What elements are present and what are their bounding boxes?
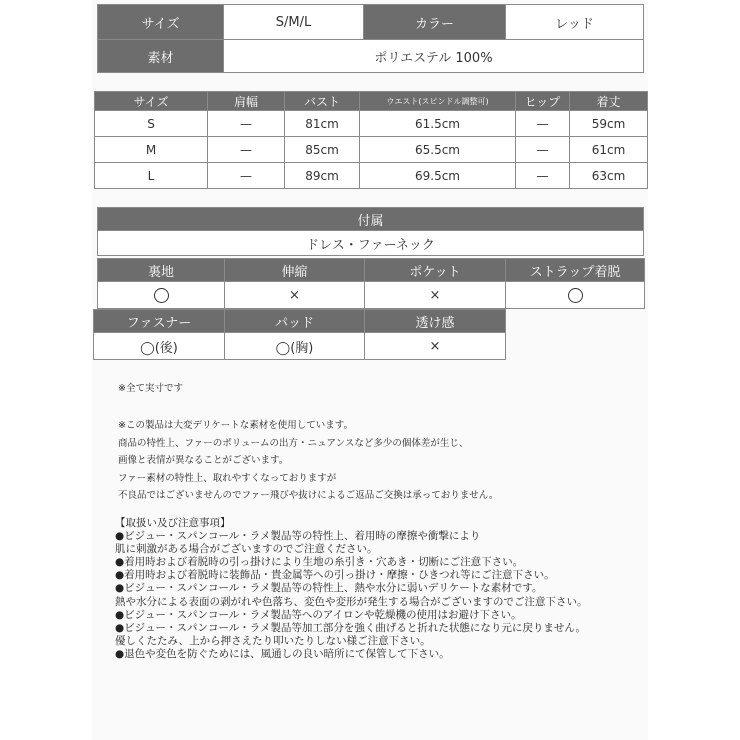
shoulder-cell: — bbox=[208, 137, 285, 163]
care-line: ●退色や変色を防ぐためには、風通しの良い暗所にて保管して下さい。 bbox=[115, 647, 450, 660]
delicate-notes bbox=[118, 417, 498, 505]
color-label: カラー bbox=[364, 5, 506, 40]
lining-value bbox=[98, 282, 225, 309]
hip-cell: — bbox=[516, 137, 570, 163]
color-value: レッド bbox=[506, 5, 644, 40]
features-table-2 bbox=[93, 309, 506, 360]
size-header-bust: バスト bbox=[285, 92, 360, 111]
material-value: ポリエステル 100% bbox=[224, 40, 644, 73]
table-row bbox=[95, 163, 648, 189]
hip-cell: — bbox=[516, 111, 570, 137]
care-line: ●ビジュー・スパンコール・ラメ製品等へのアイロンや乾燥機の使用はお避け下さい。 bbox=[115, 608, 522, 621]
zipper-header: ファスナー bbox=[94, 310, 225, 333]
bust-cell: 89cm bbox=[285, 163, 360, 189]
care-line: ●ビジュー・スパンコール・ラメ製品等の特性上、着用時の摩擦や衝撃により bbox=[115, 530, 481, 543]
care-title: 【取扱い及び注意事項】 bbox=[115, 517, 231, 529]
waist-cell: 61.5cm bbox=[360, 111, 516, 137]
length-cell: 61cm bbox=[570, 137, 648, 163]
accessory-table bbox=[97, 207, 644, 256]
size-header-hip: ヒップ bbox=[516, 92, 570, 111]
accessory-value: ドレス・ファーネック bbox=[98, 231, 644, 256]
actual-size-note: ※全て実寸です bbox=[118, 383, 183, 394]
bust-cell: 81cm bbox=[285, 111, 360, 137]
stretch-header: 伸縮 bbox=[225, 259, 365, 282]
table-row bbox=[95, 137, 648, 163]
spec-table bbox=[97, 4, 644, 73]
shoulder-cell: — bbox=[208, 111, 285, 137]
size-cell: M bbox=[95, 137, 208, 163]
care-line: ●ビジュー・スパンコール・ラメ製品等の特性上、熱や水分に弱いデリケートな素材です。 bbox=[115, 582, 543, 595]
waist-cell: 65.5cm bbox=[360, 137, 516, 163]
size-label: サイズ bbox=[98, 5, 224, 40]
care-instructions bbox=[115, 517, 588, 661]
care-line: 肌に刺激がある場合がございますのでご注意ください。 bbox=[115, 543, 378, 556]
length-cell: 63cm bbox=[570, 163, 648, 189]
size-table bbox=[94, 91, 648, 189]
table-row bbox=[95, 111, 648, 137]
lining-header: 裏地 bbox=[98, 259, 225, 282]
care-line: ●着用時および着脱時に装飾品・貴金属等への引っ掛け・摩擦・ひきつれ等にご注意下さい。 bbox=[115, 569, 555, 582]
size-header-length: 着丈 bbox=[570, 92, 648, 111]
note-line: ※この製品は大変デリケートな素材を使用しています。 bbox=[118, 420, 354, 431]
size-header-shoulder: 肩幅 bbox=[208, 92, 285, 111]
pad-value: ◯(胸) bbox=[225, 333, 365, 360]
care-line: 優しくたたみ、上から押さえたり叩いたりしない様ご注意下さい。 bbox=[115, 634, 431, 647]
stretch-value: × bbox=[225, 282, 365, 309]
note-line: ファー素材の特性上、取れやすくなっておりますが bbox=[118, 472, 337, 484]
shoulder-cell: — bbox=[208, 163, 285, 189]
size-header-waist: ウエスト(スピンドル調整可) bbox=[360, 92, 516, 111]
size-header-size: サイズ bbox=[95, 92, 208, 111]
note-line: 不良品ではございませんのでファー飛びや抜けによるご返品ご交換は承っておりません。 bbox=[118, 490, 499, 501]
pad-header: パッド bbox=[225, 310, 365, 333]
strap-header: ストラップ着脱 bbox=[506, 259, 645, 282]
pocket-header: ポケット bbox=[365, 259, 506, 282]
size-value: S/M/L bbox=[224, 5, 364, 40]
zipper-value: ◯(後) bbox=[94, 333, 225, 360]
hip-cell: — bbox=[516, 163, 570, 189]
features-table-1 bbox=[97, 258, 645, 309]
size-cell: L bbox=[95, 163, 208, 189]
pocket-value: × bbox=[365, 282, 506, 309]
length-cell: 59cm bbox=[570, 111, 648, 137]
strap-value bbox=[506, 282, 645, 309]
care-line: ●着用時および着脱時の引っ掛けにより生地の糸引き・穴あき・切断にご注意下さい。 bbox=[115, 556, 524, 569]
bust-cell: 85cm bbox=[285, 137, 360, 163]
note-line: 画像と表情が異なることがございます。 bbox=[118, 455, 289, 466]
waist-cell: 69.5cm bbox=[360, 163, 516, 189]
circle-mark bbox=[568, 288, 583, 303]
note-line: 商品の特性上、ファーのボリュームの出方・ニュアンスなど多少の個体差が生じ、 bbox=[118, 437, 469, 449]
sheer-header: 透け感 bbox=[365, 310, 506, 333]
care-line: ●ビジュー・スパンコール・ラメ製品等加工部分を強く曲げると折れた状態になり元に戻りません。 bbox=[115, 621, 587, 634]
sheer-value: × bbox=[365, 333, 506, 360]
accessory-label: 付属 bbox=[98, 208, 644, 231]
care-line: 熱や水分による表面の剥がれや色落ち、変色や変形が発生する場合がございますのでご注意下さい。 bbox=[115, 595, 588, 608]
size-cell: S bbox=[95, 111, 208, 137]
material-label: 素材 bbox=[98, 40, 224, 73]
circle-mark bbox=[154, 288, 169, 303]
